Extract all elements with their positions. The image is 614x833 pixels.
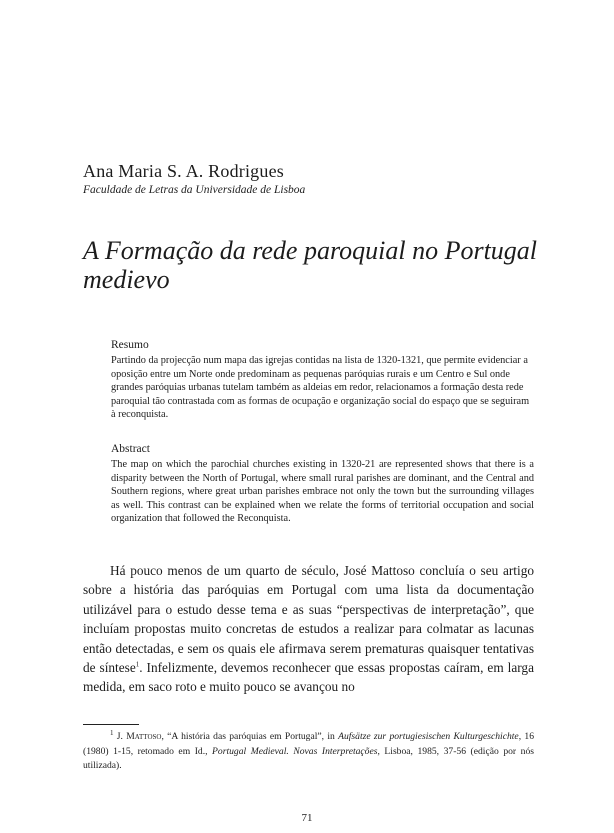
footnote-book: Portugal Medieval. Novas Interpretações (212, 745, 378, 757)
footnote-journal: Aufsätze zur portugiesischen Kulturgeschichte (338, 731, 519, 742)
abstract-en-heading: Abstract (111, 443, 150, 455)
abstract-en-text: The map on which the parochial churches existing in 1320-21 are represented shows that there is a disparity between the North of Portugal, where small rural parishes are dominant, and the Central and Southern regions, where great urban parishes embrace not only the town but the surrounding villages as well. This contrast can be explained when we relate the forms of territorial occupation and social organization that followed the Reconquista. (111, 459, 534, 525)
body-text-part-1: Há pouco menos de um quarto de século, José Mattoso concluía o seu artigo sobre a história das paróquias em Portugal com uma lista da documentação utilizável para o estudo desse tema e as suas “perspectivas de interpretação”, que incluíam propostas muito concretas de estudos a realizar para colmatar as lacunas então detectadas, e sem os quais ele afirmava serem prematuras quaisquer tentativas de síntese (83, 563, 534, 676)
footnote-text-1: , “A história das paróquias em Portugal”, in (161, 731, 339, 742)
author-name: Ana Maria S. A. Rodrigues (83, 161, 284, 181)
footnote (83, 730, 534, 774)
article-title: A Formação da rede paroquial no Portugal medievo (83, 236, 538, 294)
footnote-reference[interactable]: 1 (135, 660, 140, 669)
body-paragraph (83, 561, 534, 697)
footnote-author: J. Mattoso (116, 731, 162, 742)
abstract-pt-text: Partindo da projecção num mapa das igrejas contidas na lista de 1320-1321, que permite evidenciar a oposição entre um Norte onde predominam as pequenas paróquias rurais e um Centro e Sul onde grandes paróquias urbanas tutelam também as aldeias em redor, relacionamos a formação desta rede paroquial tão contrastada com as formas de ocupação e organização social do espaço que se seguiram à reconquista. (111, 355, 530, 421)
author-affiliation: Faculdade de Letras da Universidade de Lisboa (83, 184, 306, 196)
footnote-number: 1 (110, 728, 114, 737)
page-number: 71 (301, 812, 313, 824)
body-text-part-2: . Infelizmente, devemos reconhecer que essas propostas caíram, em larga medida, em saco roto e muito pouco se avançou no (83, 660, 534, 695)
footnote-text-3: , Lisboa, 1985, 37-56 (edição por nós utilizada). (83, 745, 534, 772)
footnote-separator (83, 724, 139, 725)
footnote-text-2: , 16 (1980) 1-15, retomado em Id., (83, 731, 534, 757)
abstract-pt-heading: Resumo (111, 339, 149, 351)
